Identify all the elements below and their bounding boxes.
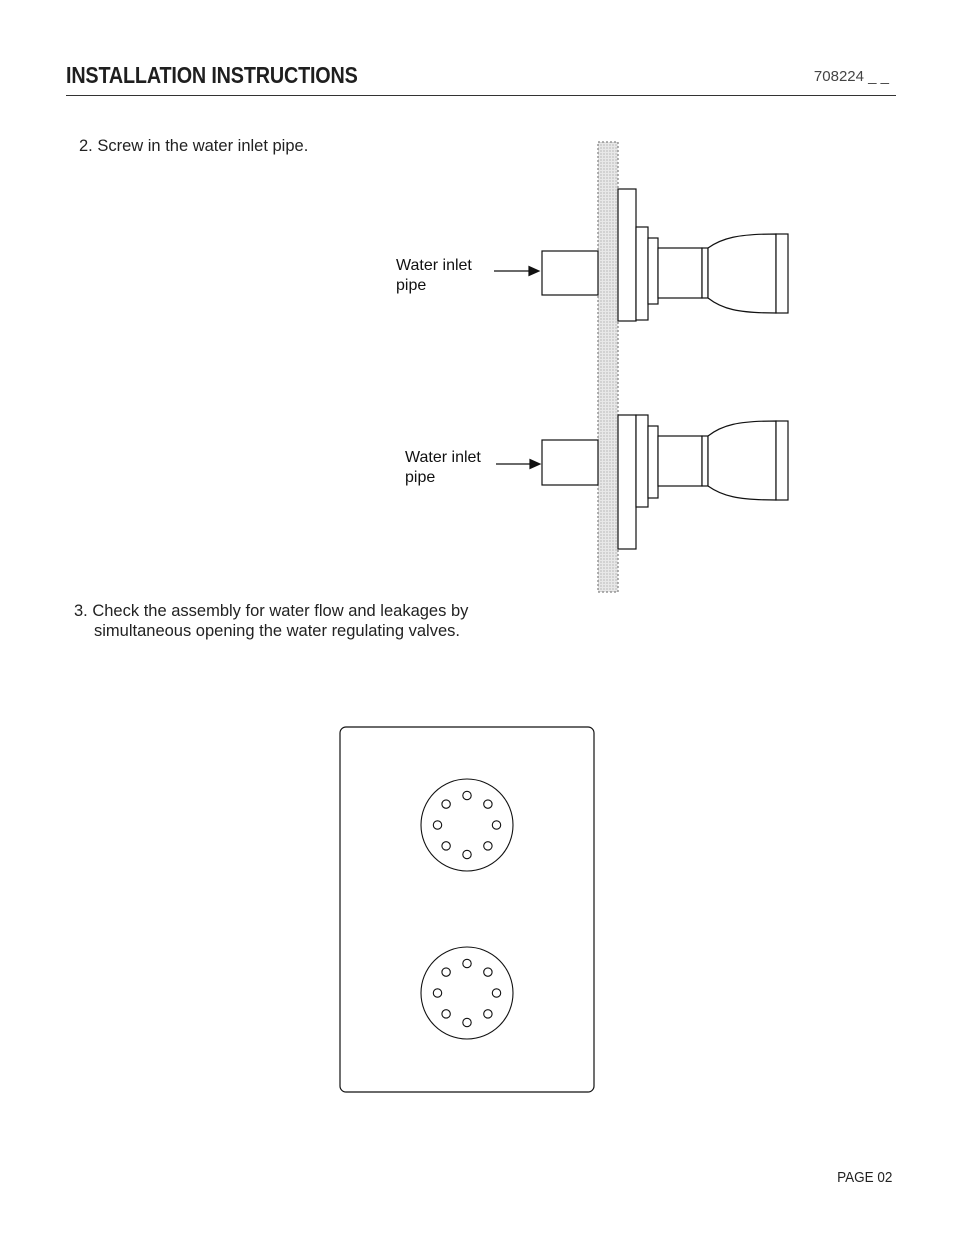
step-2-text: 2. Screw in the water inlet pipe. bbox=[79, 137, 309, 155]
step-3-line-2: simultaneous opening the water regulating valves. bbox=[94, 622, 460, 640]
valve-hole bbox=[484, 800, 492, 808]
valve-hole bbox=[442, 842, 450, 850]
page-title: INSTALLATION INSTRUCTIONS bbox=[66, 62, 358, 88]
label-water-inlet-pipe-top: Water inlet pipe bbox=[396, 257, 472, 294]
valve-hole bbox=[484, 968, 492, 976]
valve-hole bbox=[463, 850, 471, 858]
valve-hole bbox=[492, 989, 500, 997]
valve-hole bbox=[492, 821, 500, 829]
label-water-inlet-pipe-bottom: Water inlet pipe bbox=[405, 449, 481, 486]
valve-opening-bottom bbox=[421, 947, 513, 1039]
valve-hole bbox=[442, 800, 450, 808]
valve-hole bbox=[463, 959, 471, 967]
valve-hole bbox=[463, 1018, 471, 1026]
valve-hole bbox=[433, 989, 441, 997]
valve-hole bbox=[442, 968, 450, 976]
valve-hole bbox=[433, 821, 441, 829]
page-number: PAGE 02 bbox=[836, 1169, 892, 1186]
valve-hole bbox=[484, 842, 492, 850]
valve-hole bbox=[442, 1010, 450, 1018]
valve-opening-top bbox=[421, 779, 513, 871]
step-3-line-1: 3. Check the assembly for water flow and leakages by bbox=[74, 602, 469, 620]
valve-hole bbox=[484, 1010, 492, 1018]
valve-hole bbox=[463, 791, 471, 799]
document-number: 708224 _ _ bbox=[813, 68, 889, 85]
